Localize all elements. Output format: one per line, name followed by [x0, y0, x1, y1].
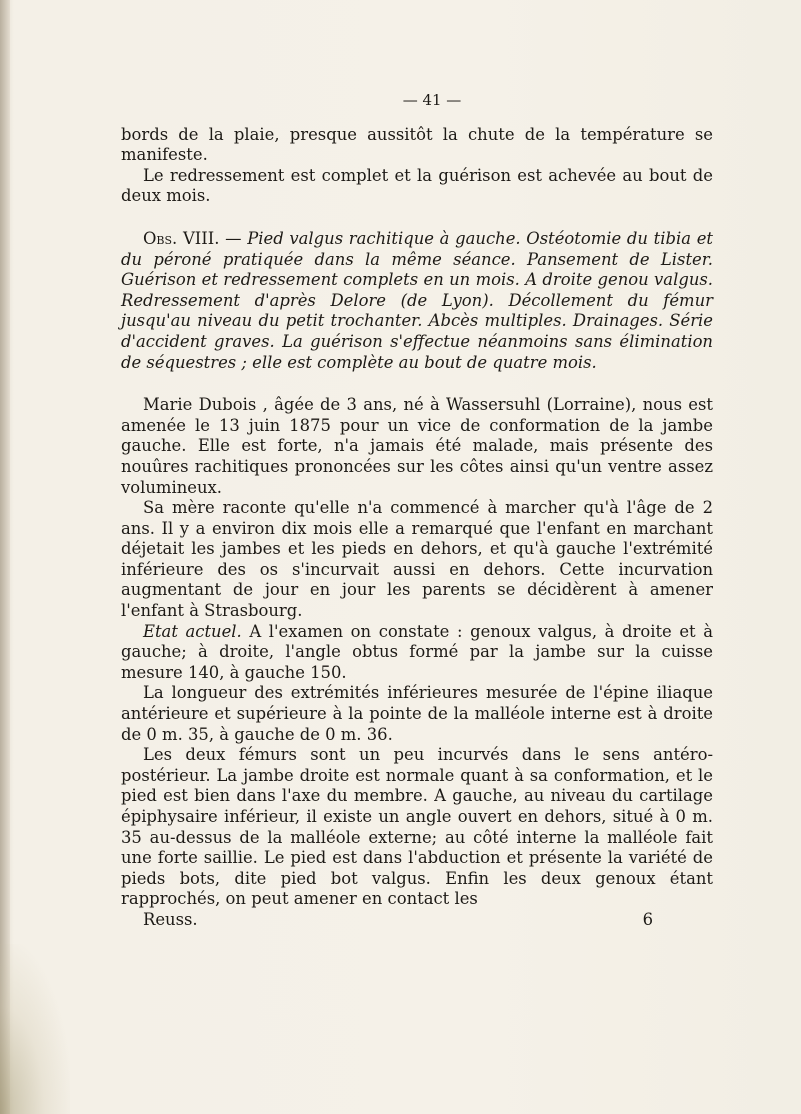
paper-stain [0, 944, 70, 1114]
paragraph-4: Sa mère raconte qu'elle n'a commencé à marcher qu'à l'âge de 2 ans. Il y a environ dix mois elle a remarqué que l'enfant en marchant déjetait les jambes et les pieds en dehors, et qu'à gauche l'extrémité inférieure des os s'incurvait aussi en dehors. Cette incurvation augmentant de jour en jour les parents se décidèrent à amener l'enfant à Strasbourg. [121, 498, 713, 621]
page-footer [121, 910, 713, 931]
signature-mark: Reuss. [143, 909, 198, 929]
section-label: Etat actuel. [143, 621, 242, 641]
paragraph-7: Les deux fémurs sont un peu incurvés dans le sens antéro-postérieur. La jambe droite est normale quant à sa conformation, et le pied est bien dans l'axe du membre. A gauche, au niveau du cartilage épiphysaire inférieur, il existe un angle ouvert en dehors, situé à 0 m. 35 au-dessus de la malléole externe; au côté interne la malléole fait une forte saillie. Le pied est dans l'abduction et présente la variété de pieds bots, dite pied bot valgus. Enfin les deux genoux étant rapprochés, on peut amener en contact les [121, 745, 713, 909]
spacer [121, 207, 713, 229]
observation-heading [121, 229, 713, 373]
spacer [121, 373, 713, 395]
text-block [121, 90, 713, 931]
paragraph-5-text: A l'examen on constate : genoux valgus, à droite et à gauche; à droite, l'angle obtus formé par la jambe sur la cuisse mesure 140, à gauche 150. [121, 621, 713, 682]
sheet-number: 6 [642, 909, 653, 929]
observation-label: Obs. VIII. [143, 228, 220, 248]
observation-summary: — Pied valgus rachitique à gauche. Ostéotomie du tibia et du péroné pratiquée dans la même séance. Pansement de Lister. Guérison et redressement complets en un mois. A droite genou valgus. Redressement d'après Delore (de Lyon). Décollement du fémur jusqu'au niveau du petit trochanter. Abcès multiples. Drainages. Série d'accident graves. La guérison s'effectue néanmoins sans élimination de séquestres ; elle est complète au bout de quatre mois. [121, 228, 713, 372]
paragraph-5 [121, 622, 713, 684]
page-number: — 41 — [402, 91, 462, 109]
paragraph-6: La longueur des extrémités inférieures mesurée de l'épine iliaque antérieure et supérieure à la pointe de la malléole interne est à droite de 0 m. 35, à gauche de 0 m. 36. [121, 683, 713, 744]
paragraph-2: Le redressement est complet et la guérison est achevée au bout de deux mois. [121, 165, 713, 206]
paragraph-3: Marie Dubois , âgée de 3 ans, né à Wassersuhl (Lorraine), nous est amenée le 13 juin 1875 pour un vice de conformation de la jambe gauche. Elle est forte, n'a jamais été malade, mais présente des nouûres rachitiques prononcées sur les côtes ainsi qu'un ventre assez volumineux. [121, 395, 713, 497]
paragraph-1: bords de la plaie, presque aussitôt la chute de la température se manifeste. [121, 124, 713, 165]
